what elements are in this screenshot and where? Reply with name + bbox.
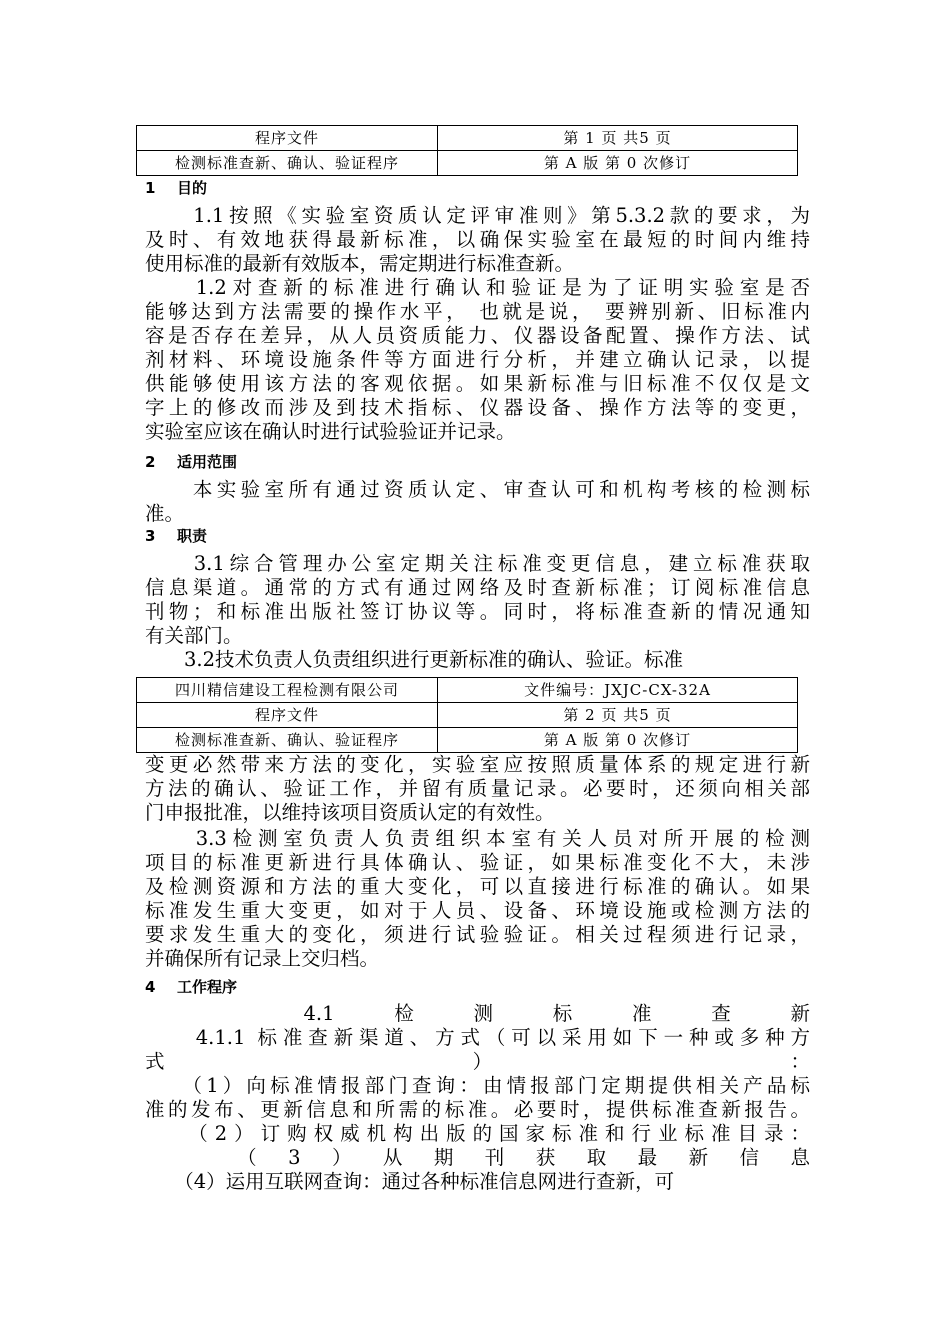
text-line: 3.3检测室负责人负责组织本室有关人员对所开展的检测 (145, 827, 810, 850)
text-line: 4.1检测标准查新 (145, 1002, 810, 1025)
header-doc-type: 程序文件 (137, 126, 438, 151)
paragraph-4-1 (145, 1002, 810, 1194)
text-line: 并确保所有记录上交归档。 (145, 947, 380, 970)
section-heading-4: 4 工作程序 (145, 978, 238, 996)
text-line: 3.1综合管理办公室定期关注标准变更信息，建立标准获取 (145, 552, 810, 575)
paragraph-1-1 (145, 204, 810, 276)
section-heading-1: 1 目的 (145, 179, 208, 197)
header-doc-number: 文件编号：JXJC-CX-32A (438, 678, 798, 703)
text-line: 1.1按照《实验室资质认定评审准则》第5.3.2款的要求，为 (145, 204, 810, 227)
text-line: 门申报批准，以维持该项目资质认定的有效性。 (145, 801, 555, 824)
section-heading-2: 2 适用范围 (145, 453, 238, 471)
text-line: 变更必然带来方法的变化，实验室应按照质量体系的规定进行新 (145, 753, 810, 776)
text-line: 准的发布、更新信息和所需的标准。必要时，提供标准查新报告。 (145, 1098, 810, 1121)
paragraph-3-3 (145, 827, 810, 971)
text-line: 本实验室所有通过资质认定、审查认可和机构考核的检测标 (145, 478, 810, 501)
text-line: 方法的确认、验证工作，并留有质量记录。必要时，还须向相关部 (145, 777, 810, 800)
text-line: （3）从期刊获取最新信息 (145, 1146, 810, 1169)
paragraph-3-2-cont (145, 753, 810, 825)
text-line: 1.2对查新的标准进行确认和验证是为了证明实验室是否 (145, 276, 810, 299)
paragraph-1-2 (145, 276, 810, 444)
section-heading-3: 3 职责 (145, 527, 208, 545)
text-line: 使用标准的最新有效版本，需定期进行标准查新。 (145, 252, 575, 275)
text-line: 要求发生重大的变化，须进行试验验证。相关过程须进行记录， (145, 923, 810, 946)
document-header-table (136, 125, 798, 176)
text-line: 供能够使用该方法的客观依据。如果新标准与旧标准不仅仅是文 (145, 372, 810, 395)
text-line: 项目的标准更新进行具体确认、验证，如果标准变化不大，未涉 (145, 851, 810, 874)
header-page-number: 第 1 页 共5 页 (438, 126, 798, 151)
header-page-number: 第 2 页 共5 页 (438, 703, 798, 728)
text-line: 及时、有效地获得最新标准，以确保实验室在最短的时间内维持 (145, 228, 810, 251)
text-line: （4）运用互联网查询：通过各种标准信息网进行查新，可 (145, 1170, 675, 1193)
text-line: 能够达到方法需要的操作水平， 也就是说， 要辨别新、旧标准内 (145, 300, 810, 323)
text-line: 及检测资源和方法的重大变化，可以直接进行标准的确认。如果 (145, 875, 810, 898)
text-line: 有关部门。 (145, 624, 243, 647)
text-line: 3.2技术负责人负责组织进行更新标准的确认、验证。标准 (145, 648, 684, 671)
header-doc-title: 检测标准查新、确认、验证程序 (137, 728, 438, 753)
text-line: 实验室应该在确认时进行试验验证并记录。 (145, 420, 516, 443)
text-line: （2）订购权威机构出版的国家标准和行业标准目录： (145, 1122, 810, 1145)
header-doc-type: 程序文件 (137, 703, 438, 728)
header-company-name: 四川精信建设工程检测有限公司 (137, 678, 438, 703)
text-line: 字上的修改而涉及到技术指标、仪器设备、操作方法等的变更， (145, 396, 810, 419)
text-line: 容是否存在差异，从人员资质能力、仪器设备配置、操作方法、试 (145, 324, 810, 347)
text-line: （1）向标准情报部门查询：由情报部门定期提供相关产品标 (145, 1074, 810, 1097)
paragraph-3-2-start (145, 648, 810, 672)
text-line: 信息渠道。通常的方式有通过网络及时查新标准；订阅标准信息 (145, 576, 810, 599)
text-line: 准。 (145, 502, 185, 525)
paragraph-2 (145, 478, 810, 526)
document-header-table-page-2 (136, 677, 798, 753)
paragraph-3-1 (145, 552, 810, 648)
header-revision: 第 A 版 第 0 次修订 (438, 728, 798, 753)
text-line: 式）： (145, 1050, 810, 1073)
text-line: 剂材料、环境设施条件等方面进行分析，并建立确认记录，以提 (145, 348, 810, 371)
text-line: 标准发生重大变更，如对于人员、设备、环境设施或检测方法的 (145, 899, 810, 922)
header-revision: 第 A 版 第 0 次修订 (438, 151, 798, 176)
header-doc-title: 检测标准查新、确认、验证程序 (137, 151, 438, 176)
text-line: 4.1.1 标准查新渠道、方式（可以采用如下一种或多种方 (145, 1026, 810, 1049)
text-line: 刊物；和标准出版社签订协议等。同时，将标准查新的情况通知 (145, 600, 810, 623)
